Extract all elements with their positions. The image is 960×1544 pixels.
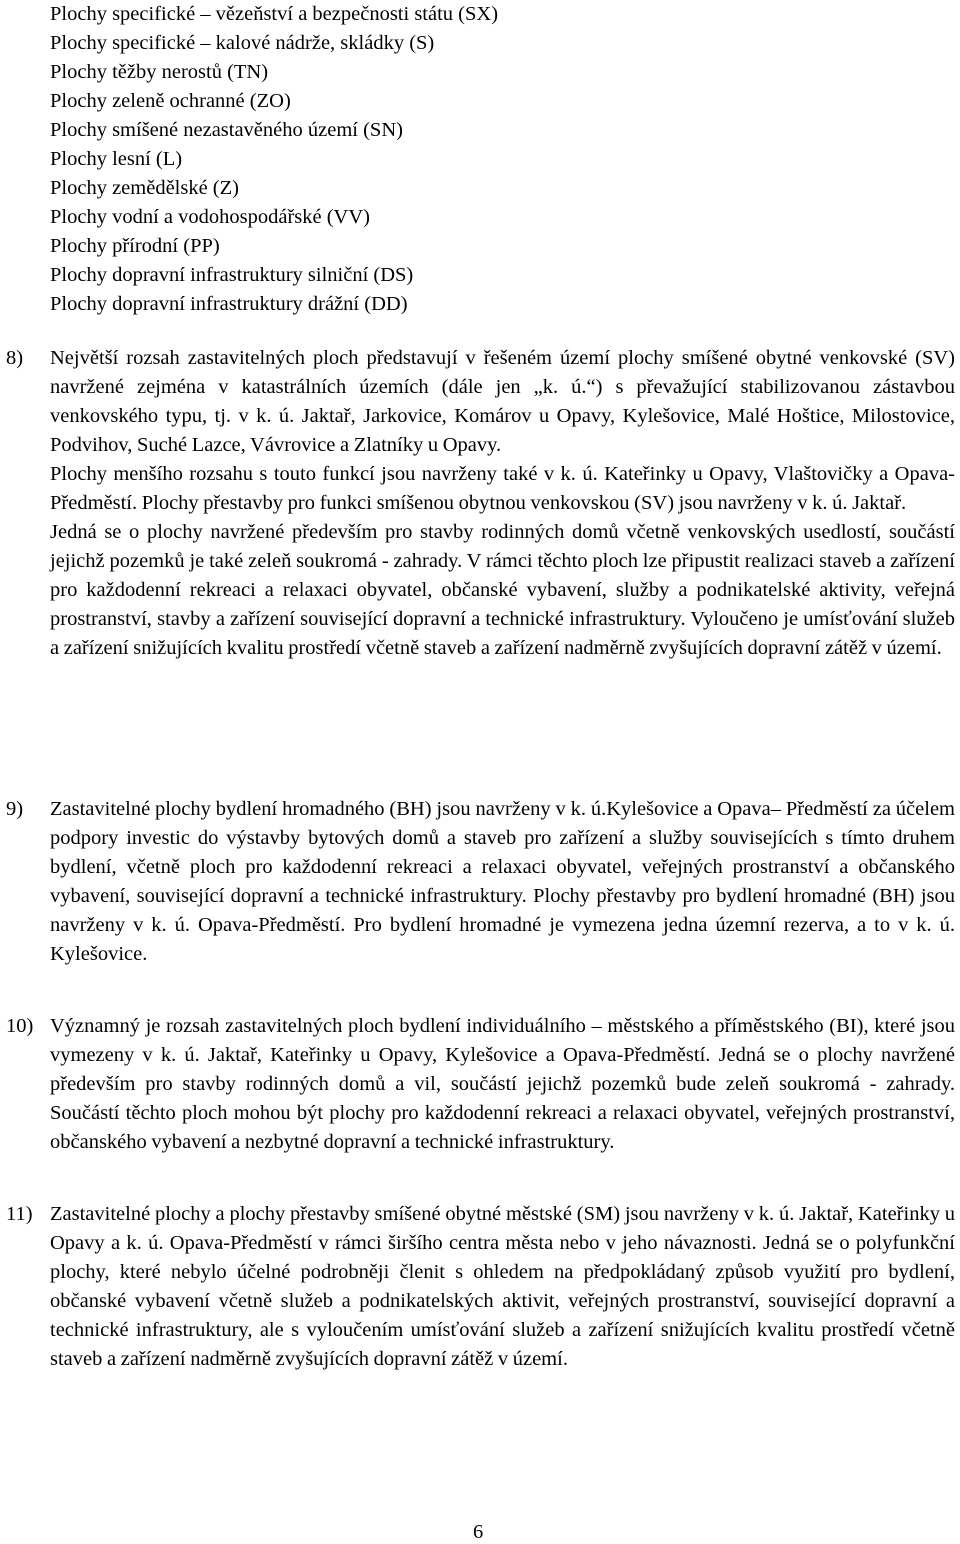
land-use-list [50, 0, 930, 319]
section-number: 8) [6, 347, 24, 369]
page-number: 6 [473, 1521, 484, 1543]
list-item: Plochy lesní (L) [50, 148, 183, 170]
list-item: Plochy vodní a vodohospodářské (VV) [50, 206, 370, 228]
list-item: Plochy specifické – kalové nádrže, skládky (S) [50, 32, 435, 54]
section-body [50, 795, 955, 969]
list-item: Plochy zemědělské (Z) [50, 177, 239, 199]
paragraph: Plochy menšího rozsahu s touto funkcí jsou navrženy také v k. ú. Kateřinky u Opavy, Vlaštovičky a Opava-Předměstí. Plochy přestavby pro funkci smíšenou obytnou venkovskou (SV) jsou navrženy v k. ú. Jaktař. [50, 463, 955, 514]
paragraph: Největší rozsah zastavitelných ploch představují v řešeném území plochy smíšené obytné venkovské (SV) navržené zejména v katastrálních územích (dále jen „k. ú.“) s převažující stabilizovanou zástavbou venkovského typu, tj. v k. ú. Jaktař, Jarkovice, Komárov u Opavy, Kylešovice, Malé Hoštice, Milostovice, Podvihov, Suché Lazce, Vávrovice a Zlatníky u Opavy. [50, 347, 955, 456]
list-item: Plochy dopravní infrastruktury silniční (DS) [50, 264, 414, 286]
list-item: Plochy specifické – vězeňství a bezpečnosti státu (SX) [50, 3, 499, 25]
list-item: Plochy přírodní (PP) [50, 235, 220, 257]
paragraph: Zastavitelné plochy bydlení hromadného (BH) jsou navrženy v k. ú.Kylešovice a Opava– Předměstí za účelem podpory investic do výstavby bytových domů a staveb pro zařízení a služby souvisejících s tímto druhem bydlení, včetně ploch pro každodenní rekreaci a relaxaci obyvatel, veřejných prostranství a občanského vybavení, související dopravní a technické infrastruktury. Plochy přestavby pro bydlení hromadné (BH) jsou navrženy v k. ú. Opava-Předměstí. Pro bydlení hromadné je vymezena jedna územní rezerva, a to v k. ú. Kylešovice. [50, 798, 955, 965]
section-body [50, 344, 955, 663]
paragraph: Jedná se o plochy navržené především pro stavby rodinných domů včetně venkovských usedlostí, součástí jejichž pozemků je také zeleň soukromá - zahrady. V rámci těchto ploch lze připustit realizaci staveb a zařízení pro každodenní rekreaci a relaxaci obyvatel, občanské vybavení, služby a podnikatelské aktivity, veřejná prostranství, stavby a zařízení související dopravní a technické infrastruktury. Vyloučeno je umísťování služeb a zařízení snižujících kvalitu prostředí včetně staveb a zařízení nadměrně zvyšujících dopravní zátěž v území. [50, 521, 955, 659]
section-number: 11) [6, 1203, 33, 1225]
list-item: Plochy smíšené nezastavěného území (SN) [50, 119, 403, 141]
section-body [50, 1200, 955, 1374]
paragraph: Významný je rozsah zastavitelných ploch bydlení individuálního – městského a příměstského (BI), které jsou vymezeny v k. ú. Jaktař, Kateřinky u Opavy, Kylešovice a Opava-Předměstí. Jedná se o plochy navržené především pro stavby rodinných domů a vil, součástí jejichž pozemků bude zeleň soukromá - zahrady. Součástí těchto ploch mohou být plochy pro každodenní rekreaci a relaxaci obyvatel, veřejných prostranství, občanského vybavení a nezbytné dopravní a technické infrastruktury. [50, 1015, 955, 1153]
section-number: 9) [6, 798, 24, 820]
list-item: Plochy zeleně ochranné (ZO) [50, 90, 291, 112]
paragraph: Zastavitelné plochy a plochy přestavby smíšené obytné městské (SM) jsou navrženy v k. ú. Jaktař, Kateřinky u Opavy a k. ú. Opava-Předměstí v rámci širšího centra města nebo v jeho návaznosti. Jedná se o polyfunkční plochy, které nebylo účelné podrobněji členit s ohledem na předpokládaný způsob využití pro bydlení, občanské vybavení včetně služeb a podnikatelských aktivit, veřejných prostranství, související dopravní a technické infrastruktury, ale s vyloučením umísťování služeb a zařízení snižujících kvalitu prostředí včetně staveb a zařízení nadměrně zvyšujících dopravní zátěž v území. [50, 1203, 955, 1370]
list-item: Plochy těžby nerostů (TN) [50, 61, 269, 83]
list-item: Plochy dopravní infrastruktury drážní (DD) [50, 293, 408, 315]
section-body [50, 1012, 955, 1157]
section-number: 10) [6, 1015, 34, 1037]
